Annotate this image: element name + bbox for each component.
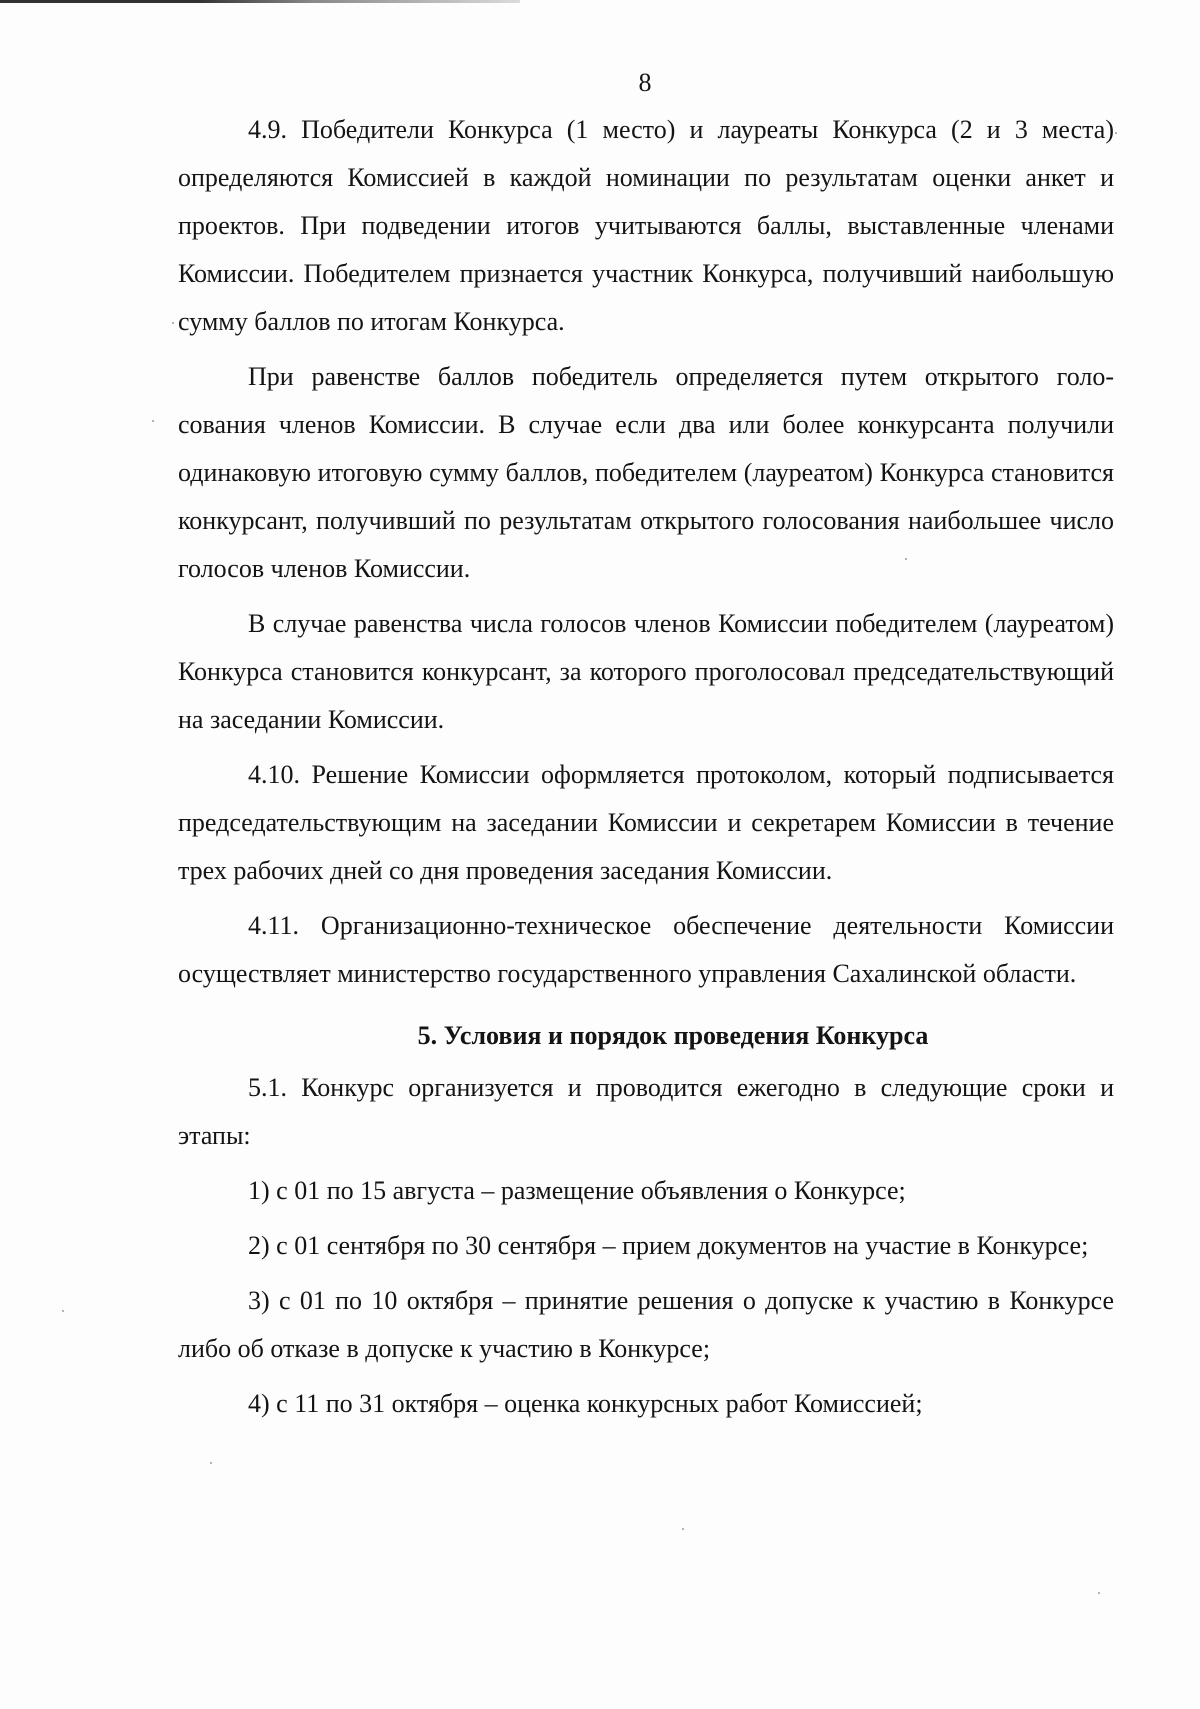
paragraph-4-9: 4.9. Победители Конкурса (1 место) и лауреаты Конкурса (2 и 3 места) определяются Комиссией в каждой номинации по результатам оценки анкет и проектов. При подведении итогов учитываются баллы, выставленные членами Комиссии. Победителем признается участник Конкурса, получивший наибольшую сумму баллов по итогам Конкурса. (178, 115, 1114, 336)
paragraph-4-11: 4.11. Организационно-техническое обеспечение деятельности Комиссии осуществляет министерство государственного управления Сахалинской области. (178, 911, 1114, 988)
document-body (178, 106, 1114, 1428)
scan-speck (210, 1462, 212, 1464)
list-item: 4) с 11 по 31 октября – оценка конкурсных работ Комиссией; (248, 1389, 923, 1418)
list-item: 3) с 01 по 10 октября – принятие решения о допуске к участию в Конкурсе либо об отказе в допуске к участию в Конкурсе; (178, 1286, 1114, 1363)
scan-speck (682, 1528, 684, 1530)
section-5-heading: 5. Условия и порядок проведения Конкурса (417, 1021, 929, 1050)
scan-speck (1098, 1592, 1100, 1594)
scan-speck (1115, 132, 1117, 134)
page-number: 8 (638, 68, 652, 97)
scan-speck (152, 420, 154, 422)
paragraph-5-1: 5.1. Конкурс организуется и проводится ежегодно в следующие сроки и этапы: (178, 1073, 1114, 1150)
scan-edge-line (0, 0, 520, 3)
scan-speck (905, 558, 907, 560)
paragraph-4-9-equal-votes: В случае равенства числа голосов членов Комиссии победителем (лауреатом) Конкурса становится конкурсант, за которого проголосовал председательствующий на заседании Комиссии. (178, 609, 1114, 734)
list-item: 2) с 01 сентября по 30 сентября – прием документов на участие в Конкурсе; (248, 1231, 1089, 1260)
paragraph-4-9-tie: При равенстве баллов победитель определяется путем открытого голосования членов Комиссии. В случае если два или более конкурсанта получили одинаковую итоговую сумму баллов, победителем (лауреатом) Конкурса становится конкурсант, получивший по результатам открытого голосования наибольшее число голосов членов Комиссии. (178, 362, 1114, 583)
scan-speck (62, 1310, 64, 1312)
paragraph-4-10: 4.10. Решение Комиссии оформляется протоколом, который подписывается председательствующим на заседании Комиссии и секретарем Комиссии в течение трех рабочих дней со дня проведения заседания Комиссии. (178, 760, 1114, 885)
list-item: 1) с 01 по 15 августа – размещение объявления о Конкурсе; (248, 1176, 906, 1205)
scan-speck (172, 322, 174, 324)
